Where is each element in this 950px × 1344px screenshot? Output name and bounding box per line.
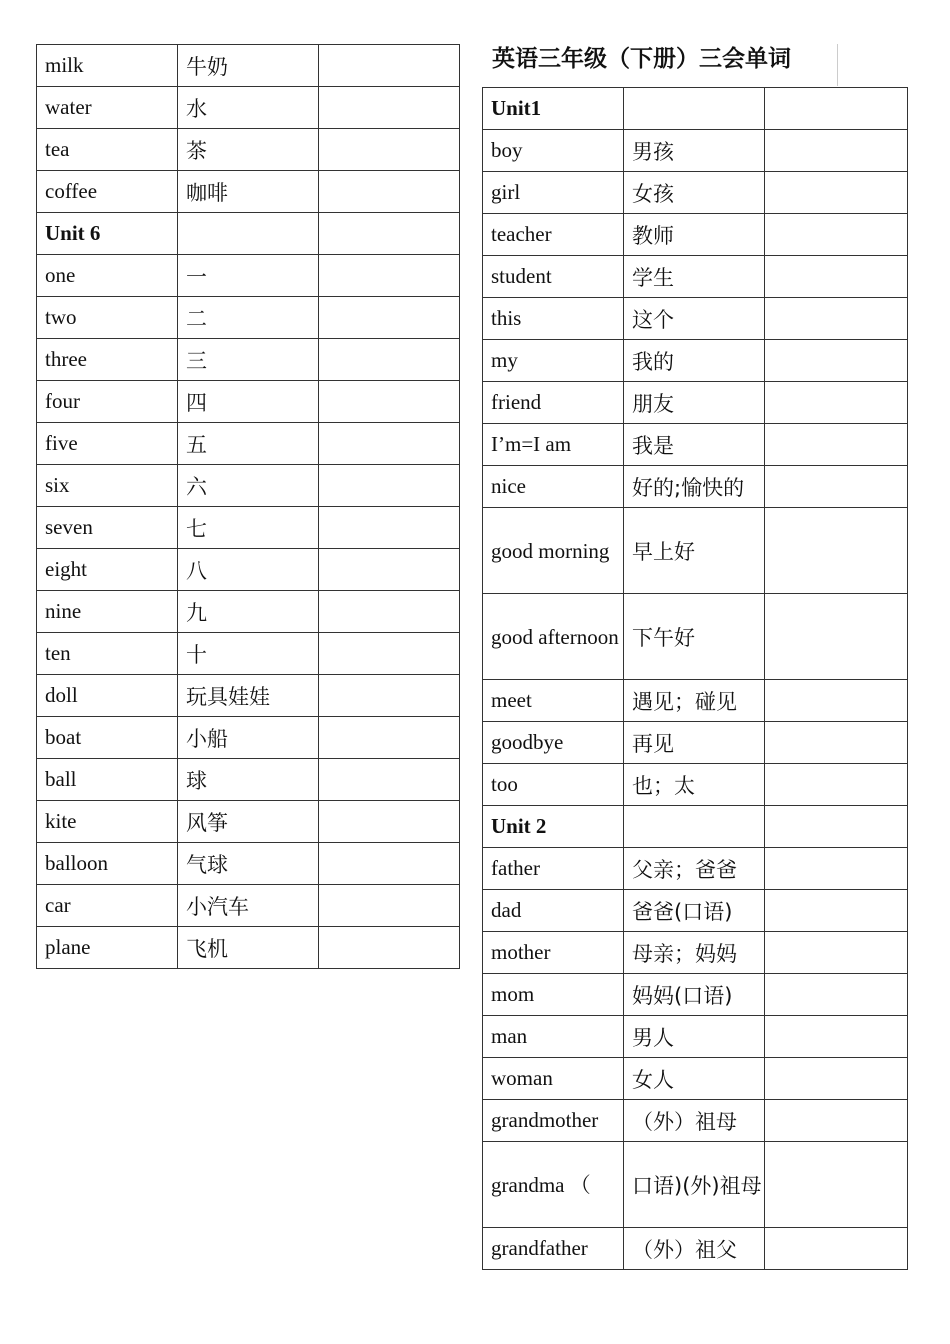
chinese-meaning: 朋友 (624, 382, 765, 424)
english-word: grandma （ (483, 1142, 624, 1228)
chinese-meaning: 也；太 (624, 764, 765, 806)
chinese-meaning: 牛奶 (178, 45, 319, 87)
empty-cell (765, 340, 908, 382)
vocab-row (37, 717, 460, 759)
empty-cell (765, 172, 908, 214)
english-word: mother (483, 932, 624, 974)
empty-cell (765, 88, 908, 130)
vocab-table-left (36, 44, 460, 969)
english-word: student (483, 256, 624, 298)
empty-cell (624, 806, 765, 848)
english-word: good afternoon (483, 594, 624, 680)
english-word: seven (37, 507, 178, 549)
empty-cell (765, 806, 908, 848)
empty-cell (765, 466, 908, 508)
english-word: I’m=I am (483, 424, 624, 466)
english-word: six (37, 465, 178, 507)
empty-cell (765, 214, 908, 256)
vocab-row (483, 340, 908, 382)
title-divider (837, 44, 838, 86)
unit-heading: Unit 2 (483, 806, 624, 848)
empty-cell (765, 130, 908, 172)
english-word: my (483, 340, 624, 382)
vocab-row (37, 549, 460, 591)
empty-cell (765, 722, 908, 764)
empty-cell (765, 932, 908, 974)
vocab-row (37, 507, 460, 549)
chinese-meaning: 水 (178, 87, 319, 129)
english-word: car (37, 885, 178, 927)
empty-cell (765, 890, 908, 932)
english-word: kite (37, 801, 178, 843)
vocab-row (483, 298, 908, 340)
vocab-row (483, 680, 908, 722)
vocab-row (37, 339, 460, 381)
chinese-meaning: 风筝 (178, 801, 319, 843)
vocab-row (483, 1142, 908, 1228)
empty-cell (319, 129, 460, 171)
vocab-row (37, 675, 460, 717)
empty-cell (319, 717, 460, 759)
vocab-row (37, 465, 460, 507)
empty-cell (319, 633, 460, 675)
chinese-meaning: 学生 (624, 256, 765, 298)
empty-cell (178, 213, 319, 255)
english-word: teacher (483, 214, 624, 256)
english-word: woman (483, 1058, 624, 1100)
english-word: coffee (37, 171, 178, 213)
english-word: meet (483, 680, 624, 722)
english-word: too (483, 764, 624, 806)
english-word: good morning (483, 508, 624, 594)
vocab-row (37, 129, 460, 171)
vocab-row (37, 297, 460, 339)
vocab-row (37, 885, 460, 927)
english-word: boy (483, 130, 624, 172)
empty-cell (765, 594, 908, 680)
chinese-meaning: 二 (178, 297, 319, 339)
chinese-meaning: 女人 (624, 1058, 765, 1100)
chinese-meaning: 十 (178, 633, 319, 675)
vocab-row (483, 172, 908, 214)
english-word: this (483, 298, 624, 340)
english-word: three (37, 339, 178, 381)
empty-cell (319, 843, 460, 885)
empty-cell (765, 1228, 908, 1270)
vocab-row (483, 130, 908, 172)
chinese-meaning: 母亲；妈妈 (624, 932, 765, 974)
unit-heading-row (483, 806, 908, 848)
vocab-row (483, 764, 908, 806)
english-word: girl (483, 172, 624, 214)
empty-cell (765, 974, 908, 1016)
english-word: ball (37, 759, 178, 801)
english-word: grandfather (483, 1228, 624, 1270)
chinese-meaning: 四 (178, 381, 319, 423)
vocab-row (483, 594, 908, 680)
empty-cell (319, 213, 460, 255)
vocab-row (483, 256, 908, 298)
vocab-row (37, 45, 460, 87)
chinese-meaning: 五 (178, 423, 319, 465)
empty-cell (319, 339, 460, 381)
english-word: milk (37, 45, 178, 87)
chinese-meaning: 男人 (624, 1016, 765, 1058)
english-word: water (37, 87, 178, 129)
english-word: doll (37, 675, 178, 717)
english-word: dad (483, 890, 624, 932)
vocab-row (37, 633, 460, 675)
empty-cell (319, 381, 460, 423)
english-word: grandmother (483, 1100, 624, 1142)
empty-cell (319, 171, 460, 213)
empty-cell (765, 424, 908, 466)
vocab-row (483, 508, 908, 594)
unit-heading-row (483, 88, 908, 130)
vocab-row (37, 591, 460, 633)
vocab-row (483, 1016, 908, 1058)
english-word: father (483, 848, 624, 890)
empty-cell (319, 507, 460, 549)
english-word: balloon (37, 843, 178, 885)
empty-cell (319, 759, 460, 801)
empty-cell (765, 1100, 908, 1142)
chinese-meaning: 父亲；爸爸 (624, 848, 765, 890)
vocab-row (483, 1228, 908, 1270)
english-word: tea (37, 129, 178, 171)
chinese-meaning: 女孩 (624, 172, 765, 214)
vocab-row (483, 974, 908, 1016)
chinese-meaning: 八 (178, 549, 319, 591)
chinese-meaning: （外）祖父 (624, 1228, 765, 1270)
empty-cell (624, 88, 765, 130)
vocab-row (483, 214, 908, 256)
chinese-meaning: 我是 (624, 424, 765, 466)
vocab-row (483, 848, 908, 890)
empty-cell (319, 675, 460, 717)
empty-cell (765, 1142, 908, 1228)
chinese-meaning: 七 (178, 507, 319, 549)
chinese-meaning: 茶 (178, 129, 319, 171)
chinese-meaning: 男孩 (624, 130, 765, 172)
chinese-meaning: 教师 (624, 214, 765, 256)
chinese-meaning: 爸爸(口语) (624, 890, 765, 932)
english-word: five (37, 423, 178, 465)
empty-cell (765, 298, 908, 340)
chinese-meaning: 咖啡 (178, 171, 319, 213)
unit-heading-row (37, 213, 460, 255)
vocab-row (37, 843, 460, 885)
vocab-row (483, 1058, 908, 1100)
chinese-meaning: 早上好 (624, 508, 765, 594)
english-word: boat (37, 717, 178, 759)
vocab-row (37, 87, 460, 129)
chinese-meaning: 九 (178, 591, 319, 633)
chinese-meaning: 气球 (178, 843, 319, 885)
empty-cell (319, 87, 460, 129)
english-word: nine (37, 591, 178, 633)
vocab-row (483, 890, 908, 932)
empty-cell (765, 382, 908, 424)
english-word: four (37, 381, 178, 423)
chinese-meaning: 再见 (624, 722, 765, 764)
chinese-meaning: 玩具娃娃 (178, 675, 319, 717)
vocab-row (483, 932, 908, 974)
empty-cell (319, 255, 460, 297)
empty-cell (319, 45, 460, 87)
english-word: goodbye (483, 722, 624, 764)
english-word: ten (37, 633, 178, 675)
english-word: mom (483, 974, 624, 1016)
empty-cell (319, 549, 460, 591)
vocab-row (37, 255, 460, 297)
vocab-table-right (482, 87, 908, 1270)
empty-cell (319, 423, 460, 465)
vocab-row (483, 1100, 908, 1142)
chinese-meaning: 这个 (624, 298, 765, 340)
chinese-meaning: 一 (178, 255, 319, 297)
vocab-row (483, 424, 908, 466)
empty-cell (765, 848, 908, 890)
vocab-row (37, 381, 460, 423)
chinese-meaning: 球 (178, 759, 319, 801)
english-word: eight (37, 549, 178, 591)
chinese-meaning: 下午好 (624, 594, 765, 680)
unit-heading: Unit1 (483, 88, 624, 130)
empty-cell (765, 256, 908, 298)
chinese-meaning: 三 (178, 339, 319, 381)
empty-cell (319, 297, 460, 339)
chinese-meaning: 六 (178, 465, 319, 507)
empty-cell (319, 465, 460, 507)
english-word: one (37, 255, 178, 297)
english-word: friend (483, 382, 624, 424)
empty-cell (765, 680, 908, 722)
vocab-row (483, 722, 908, 764)
chinese-meaning: 我的 (624, 340, 765, 382)
unit-heading: Unit 6 (37, 213, 178, 255)
empty-cell (765, 1058, 908, 1100)
english-word: two (37, 297, 178, 339)
english-word: plane (37, 927, 178, 969)
english-word: nice (483, 466, 624, 508)
empty-cell (319, 801, 460, 843)
english-word: man (483, 1016, 624, 1058)
vocab-row (483, 382, 908, 424)
vocab-row (37, 927, 460, 969)
chinese-meaning: 妈妈(口语) (624, 974, 765, 1016)
chinese-meaning: 口语)(外)祖母 (624, 1142, 765, 1228)
empty-cell (765, 508, 908, 594)
vocab-row (37, 801, 460, 843)
chinese-meaning: 小汽车 (178, 885, 319, 927)
chinese-meaning: （外）祖母 (624, 1100, 765, 1142)
empty-cell (765, 764, 908, 806)
chinese-meaning: 飞机 (178, 927, 319, 969)
vocab-row (37, 171, 460, 213)
chinese-meaning: 好的;愉快的 (624, 466, 765, 508)
chinese-meaning: 小船 (178, 717, 319, 759)
empty-cell (765, 1016, 908, 1058)
empty-cell (319, 591, 460, 633)
empty-cell (319, 927, 460, 969)
empty-cell (319, 885, 460, 927)
vocab-row (483, 466, 908, 508)
vocab-row (37, 759, 460, 801)
page-title: 英语三年级（下册）三会单词 (492, 46, 791, 72)
vocab-row (37, 423, 460, 465)
chinese-meaning: 遇见；碰见 (624, 680, 765, 722)
